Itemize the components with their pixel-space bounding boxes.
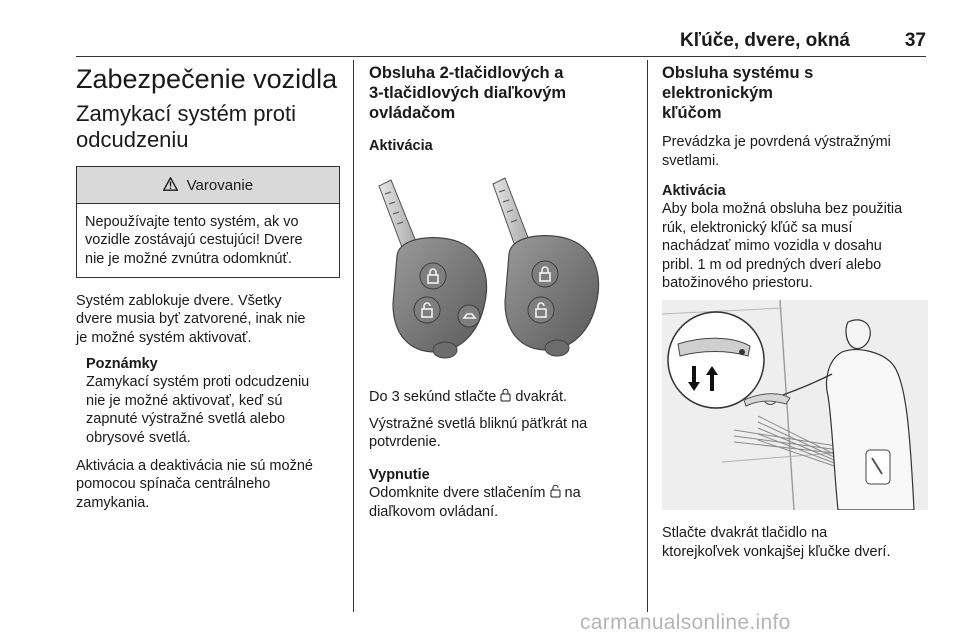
warning-header	[77, 167, 339, 204]
text-line: Stlačte dvakrát tlačidlo na	[662, 525, 828, 542]
subsection-title	[76, 101, 340, 154]
text-line: Aktivácia a deaktivácia nie sú možné	[76, 458, 313, 475]
subsection-title-line2: odcudzeniu	[76, 127, 189, 153]
deactivation-heading: Vypnutie	[369, 466, 430, 483]
text-line: potvrdenie.	[369, 434, 441, 451]
activation-heading: Aktivácia	[369, 138, 433, 155]
door-handle-illustration	[662, 300, 928, 510]
remote-keys-illustration	[369, 164, 631, 374]
subsection-title-line1: Zamykací systém proti	[76, 101, 297, 127]
unlock-icon	[550, 484, 561, 503]
column-2	[369, 64, 633, 530]
activation-instruction	[369, 388, 633, 407]
door-handle-instruction	[662, 524, 928, 561]
note-heading: Poznámky	[86, 356, 158, 373]
text-line: nie je možné aktivovať, keď sú	[86, 392, 283, 409]
warning-line: nie je možné zvnútra odomknúť.	[85, 250, 292, 267]
text-line: Aby bola možná obsluha bez použitia	[662, 201, 903, 218]
key-blade-left	[379, 180, 417, 250]
paragraph-lock-description	[76, 292, 340, 347]
blink-confirmation	[369, 415, 633, 452]
note-block	[86, 355, 340, 447]
lock-icon	[500, 388, 511, 407]
warning-body	[77, 204, 339, 277]
text-line: zapnuté výstražné svetlá alebo	[86, 411, 286, 428]
key-blade-right	[493, 178, 529, 246]
warning-line: Nepoužívajte tento systém, ak vo	[85, 213, 299, 230]
heading-line: ovládačom	[369, 103, 456, 122]
deactivation-instruction	[369, 484, 633, 522]
heading-line: 3-tlačidlových diaľkovým	[369, 83, 567, 102]
column-divider-1	[353, 60, 354, 612]
heading-line: kľúčom	[662, 103, 722, 122]
text-line: je možné systém aktivovať.	[76, 329, 252, 346]
text-line: Zamykací systém proti odcudzeniu	[86, 374, 310, 391]
warning-box	[76, 166, 340, 278]
text-line: diaľkovom ovládaní.	[369, 504, 499, 521]
warning-heading: Varovanie	[186, 176, 254, 194]
watermark: carmanualsonline.info	[580, 611, 791, 634]
warning-text	[85, 213, 332, 268]
text-line: dvere musia byť zatvorené, inak nie	[76, 311, 306, 328]
text-line: pribl. 1 m od predných dverí alebo	[662, 256, 882, 273]
text-line: batožinového priestoru.	[662, 274, 813, 291]
column-1	[76, 64, 340, 520]
note-text	[86, 373, 340, 447]
heading-line: Obsluha systému s elektronickým	[662, 64, 814, 102]
header-title: Kľúče, dvere, okná	[680, 30, 850, 51]
text-line: pomocou spínača centrálneho	[76, 476, 271, 493]
text-line: ktorejkoľvek vonkajšej kľučke dverí.	[662, 543, 891, 560]
page-number: 37	[904, 30, 926, 51]
text-line: Výstražné svetlá bliknú päťkrát na	[369, 415, 588, 432]
text-line: rúk, elektronický kľúč sa musí	[662, 219, 853, 236]
activation-text	[662, 200, 928, 292]
remote-control-heading	[369, 64, 633, 123]
text-line: nachádzať mimo vozidla v dosahu	[662, 238, 882, 255]
warning-line: vozidle zostávajú cestujúci! Dvere	[85, 232, 303, 249]
electronic-key-heading	[662, 64, 928, 123]
header-rule	[76, 56, 926, 57]
warning-triangle-icon	[163, 175, 183, 194]
heading-line: Obsluha 2-tlačidlových a	[369, 64, 564, 82]
intro-text	[662, 133, 928, 170]
text-line: zamykania.	[76, 494, 150, 511]
paragraph-activation-note	[76, 457, 340, 512]
column-divider-2	[647, 60, 648, 612]
text-fragment: dvakrát.	[511, 388, 567, 405]
text-fragment: Do 3 sekúnd stlačte	[369, 388, 501, 405]
column-3	[662, 64, 928, 569]
page-header	[76, 26, 926, 56]
text-line: svetlami.	[662, 152, 720, 169]
text-line: Prevádzka je povrdená výstražnými	[662, 134, 891, 151]
text-line: Systém zablokuje dvere. Všetky	[76, 293, 282, 310]
text-fragment: Odomknite dvere stlačením	[369, 484, 550, 501]
text-fragment: na	[560, 484, 581, 501]
section-title: Zabezpečenie vozidla	[76, 64, 338, 94]
activation-heading: Aktivácia	[662, 183, 726, 200]
text-line: obrysové svetlá.	[86, 429, 191, 446]
